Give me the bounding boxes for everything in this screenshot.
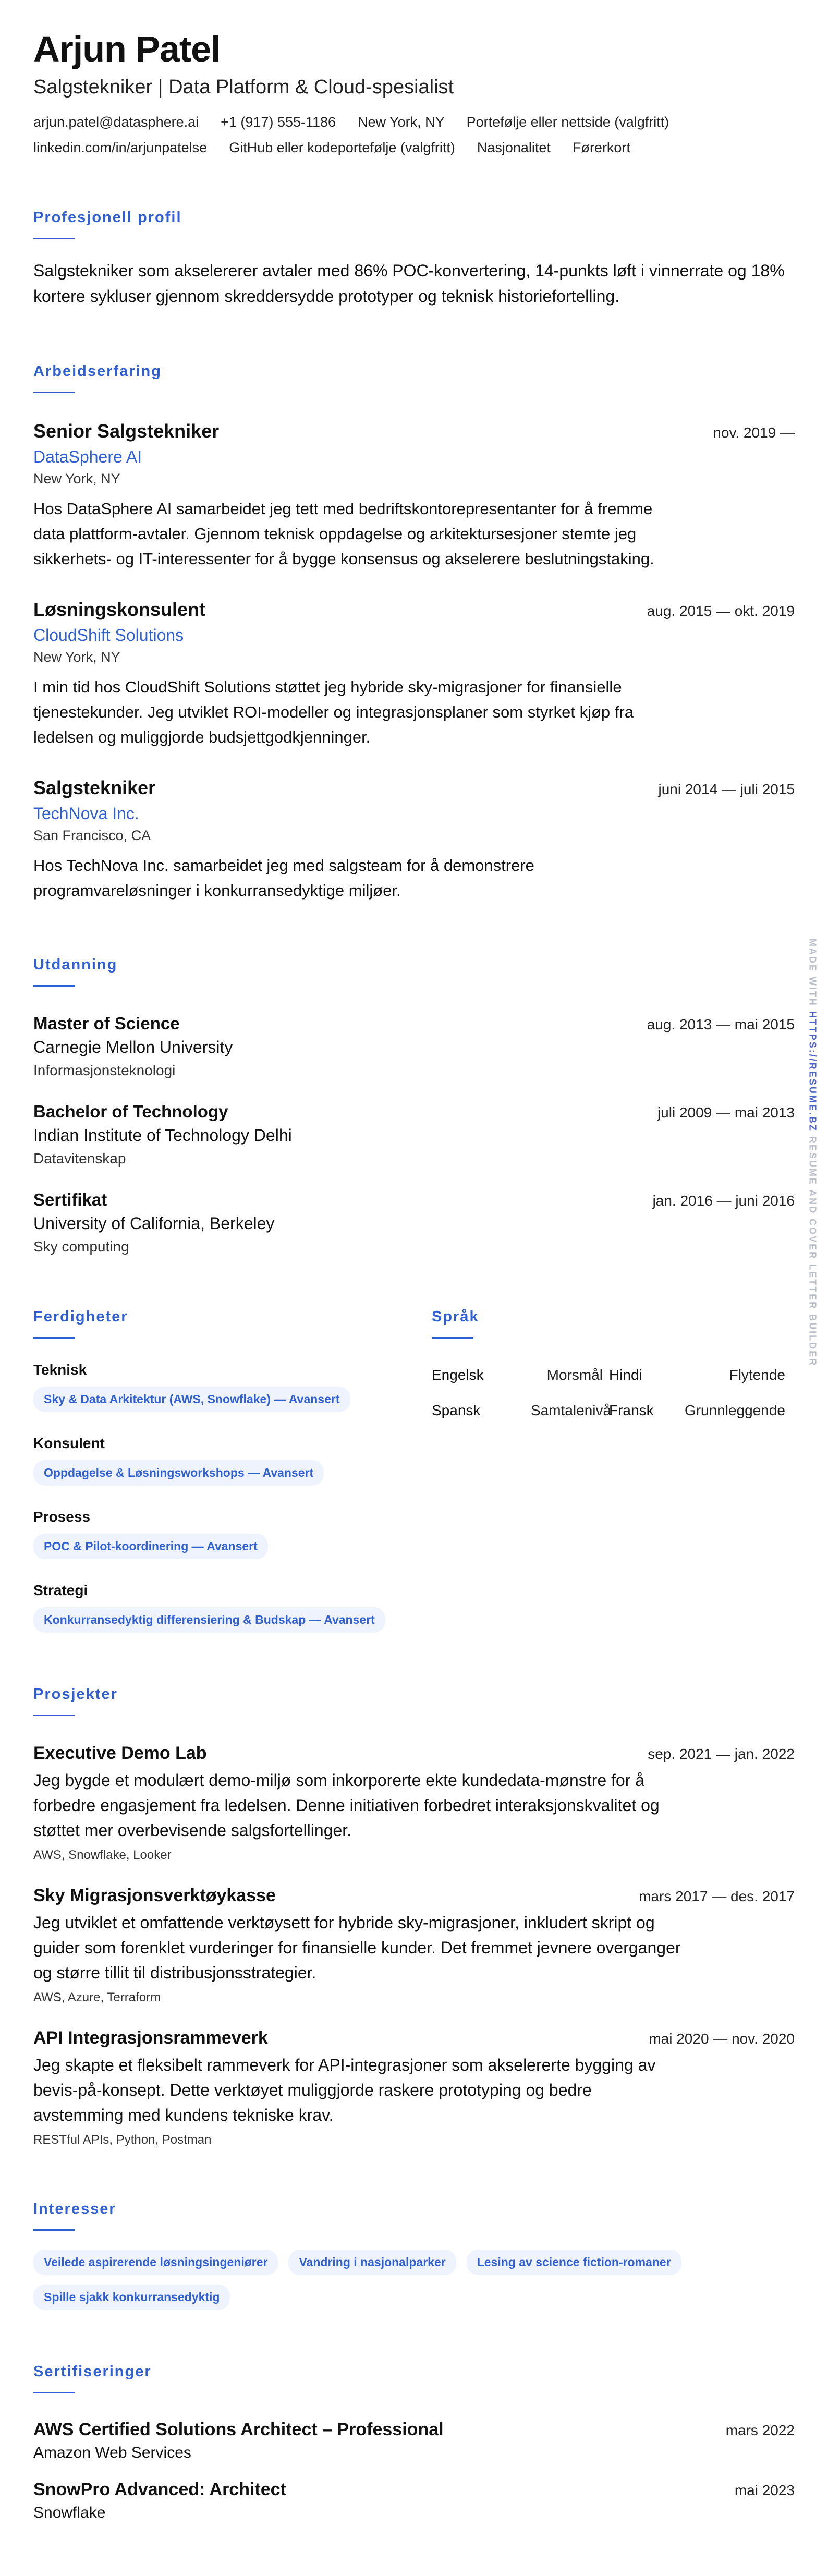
job-location: San Francisco, CA: [33, 827, 151, 843]
project-name: Sky Migrasjonsverktøykasse: [33, 1886, 276, 1906]
job-description: Hos TechNova Inc. samarbeidet jeg med salgsteam for å demonstrere programvareløsninger i konkurransedyktige miljøer.: [33, 856, 534, 900]
section-divider: [33, 392, 75, 393]
school-name: Indian Institute of Technology Delhi: [33, 1126, 292, 1145]
company-name: CloudShift Solutions: [33, 625, 184, 645]
skill-category: Prosess: [33, 1509, 90, 1525]
experience-section: [33, 363, 795, 903]
candidate-name: Arjun Patel: [33, 29, 221, 69]
contact-location: New York, NY: [358, 114, 445, 130]
field-of-study: Datavitenskap: [33, 1150, 126, 1167]
project-date: mars 2017 — des. 2017: [639, 1888, 795, 1905]
project-tech: AWS, Snowflake, Looker: [33, 1848, 172, 1863]
job-date: juni 2014 — juli 2015: [658, 781, 795, 797]
language-name: Engelsk: [432, 1367, 484, 1383]
project-tech: RESTful APIs, Python, Postman: [33, 2133, 212, 2147]
section-divider: [33, 1337, 75, 1339]
school-name: Carnegie Mellon University: [33, 1038, 233, 1057]
education-date: juli 2009 — mai 2013: [657, 1104, 795, 1121]
school-name: University of California, Berkeley: [33, 1214, 275, 1233]
skill-pill: Sky & Data Arkitektur (AWS, Snowflake) — Avansert: [33, 1387, 350, 1412]
interest-pill: Lesing av science fiction-romaner: [467, 2250, 681, 2275]
project-name: Executive Demo Lab: [33, 1743, 207, 1764]
section-divider: [33, 2229, 75, 2231]
section-divider: [33, 1715, 75, 1716]
education-entry: [33, 1014, 795, 1079]
project-description: Jeg bygde et modulært demo-miljø som inkorporerte ekte kundedata-mønstre for å forbedre engasjement fra ledelsen. Denne initiativen forbedret interaksjonskvalitet og støttet mer overbevisende salgsfortellinger.: [33, 1771, 660, 1840]
project-tech: AWS, Azure, Terraform: [33, 1990, 161, 2005]
watermark-suffix: RESUME AND COVER LETTER BUILDER: [807, 1132, 818, 1367]
contact-info: [33, 114, 795, 156]
certification-date: mai 2023: [734, 2482, 795, 2499]
project-description: Jeg utviklet et omfattende verktøysett for hybride sky-migrasjoner, inkludert skript og guider som forenklet vurderinger for finansielle kunder. Det fremmet jevnere overganger og større tillit til distribusjonsstrategier.: [33, 1913, 681, 1983]
project-entry: [33, 1743, 795, 1863]
section-title: Språk: [432, 1308, 479, 1326]
contact-phone[interactable]: +1 (917) 555-1186: [221, 114, 336, 130]
certification-name: SnowPro Advanced: Architect: [33, 2480, 286, 2500]
language-level: Grunnleggende: [684, 1402, 785, 1419]
language-name: Hindi: [609, 1367, 642, 1383]
interest-pill: Veilede aspirerende løsningsingeniører: [33, 2250, 278, 2275]
interests-section: [33, 2201, 795, 2310]
certification-issuer: Amazon Web Services: [33, 2444, 191, 2462]
project-name: API Integrasjonsrammeverk: [33, 2028, 268, 2048]
language-level: Morsmål: [546, 1367, 603, 1383]
skill-pill: Oppdagelse & Løsningsworkshops — Avansert: [33, 1460, 324, 1486]
certification-date: mars 2022: [725, 2422, 795, 2439]
candidate-headline: Salgstekniker | Data Platform & Cloud-spesialist: [33, 76, 454, 98]
languages-list: [432, 1367, 795, 1419]
education-date: jan. 2016 — juni 2016: [652, 1193, 795, 1209]
certification-entry: [33, 2480, 795, 2522]
section-title: Ferdigheter: [33, 1308, 128, 1326]
skill-category: Strategi: [33, 1582, 88, 1599]
project-entry: [33, 1886, 795, 2005]
education-date: aug. 2013 — mai 2015: [647, 1016, 795, 1033]
skill-pill: Konkurransedyktig differensiering & Budskap — Avansert: [33, 1607, 385, 1633]
language-level: Samtalenivå: [531, 1402, 612, 1419]
job-location: New York, NY: [33, 649, 120, 665]
language-name: Spansk: [432, 1402, 481, 1419]
skills-section: [33, 1308, 432, 1633]
skill-category: Konsulent: [33, 1435, 105, 1452]
company-name: TechNova Inc.: [33, 804, 139, 823]
contact-license: Førerkort: [572, 139, 630, 155]
languages-section: [432, 1308, 795, 1633]
profile-section: [33, 209, 795, 310]
education-section: [33, 956, 795, 1255]
education-entry: [33, 1190, 795, 1255]
field-of-study: Informasjonsteknologi: [33, 1062, 176, 1079]
job-title: Løsningskonsulent: [33, 598, 206, 620]
experience-entry: [33, 777, 795, 903]
interest-pill: Spille sjakk konkurransedyktig: [33, 2285, 230, 2310]
project-description: Jeg skapte et fleksibelt rammeverk for API-integrasjoner som akselererte bygging av bevis-på-konsept. Dette verktøyet muliggjorde raskere prototyping og bedre avstemming med kundens tekniske krav.: [33, 2056, 656, 2125]
job-title: Salgstekniker: [33, 776, 156, 798]
profile-summary: Salgstekniker som akselererer avtaler med 86% POC-konvertering, 14-punkts løft i vinnerrate og 18% kortere sykluser gjennom skreddersydde prototyper og teknisk historiefortelling.: [33, 261, 785, 306]
job-description: Hos DataSphere AI samarbeidet jeg tett med bedriftskontorepresentanter for å fremme data plattform-avtaler. Gjennom teknisk oppdagelse og arkitektursesjoner stemte jeg sikkerhets- og IT-interessenter for å bygge konsensus og akselerere beslutningstaking.: [33, 499, 654, 568]
project-date: mai 2020 — nov. 2020: [649, 2031, 795, 2047]
certifications-section: [33, 2363, 795, 2522]
company-name: DataSphere AI: [33, 447, 142, 466]
contact-email[interactable]: arjun.patel@datasphere.ai: [33, 114, 199, 130]
degree-name: Master of Science: [33, 1014, 180, 1034]
certification-issuer: Snowflake: [33, 2504, 106, 2522]
job-description: I min tid hos CloudShift Solutions støttet jeg hybride sky-migrasjoner for finansielle tjenestekunder. Jeg utviklet ROI-modeller og integrasjonsplaner som styrket kjøp fra ledelsen og muliggjorde budsjettgodkjenninger.: [33, 677, 634, 746]
job-title: Senior Salgstekniker: [33, 420, 220, 442]
skill-category: Teknisk: [33, 1362, 87, 1378]
skills-languages-row: [33, 1308, 795, 1633]
section-divider: [33, 238, 75, 239]
contact-nationality: Nasjonalitet: [477, 139, 551, 155]
contact-portfolio[interactable]: Portefølje eller nettside (valgfritt): [466, 114, 669, 130]
section-title: Profesjonell profil: [33, 209, 182, 226]
skill-pill: POC & Pilot-koordinering — Avansert: [33, 1534, 268, 1559]
certification-entry: [33, 2420, 795, 2462]
project-entry: [33, 2028, 795, 2147]
job-location: New York, NY: [33, 470, 120, 487]
language-name: Fransk: [609, 1402, 654, 1419]
section-title: Interesser: [33, 2201, 116, 2218]
experience-entry: [33, 599, 795, 750]
section-divider: [33, 2392, 75, 2393]
section-title: Prosjekter: [33, 1686, 118, 1703]
degree-name: Bachelor of Technology: [33, 1102, 228, 1122]
watermark-link[interactable]: HTTPS://RESUME.BZ: [807, 1011, 818, 1132]
watermark-prefix: MADE WITH: [807, 938, 818, 1011]
job-date: aug. 2015 — okt. 2019: [647, 602, 795, 619]
contact-linkedin[interactable]: linkedin.com/in/arjunpatelse: [33, 139, 208, 155]
contact-github[interactable]: GitHub eller kodeportefølje (valgfritt): [229, 139, 455, 155]
builder-watermark: [807, 939, 818, 1367]
projects-section: [33, 1686, 795, 2147]
interests-list: [33, 2250, 795, 2310]
section-divider: [33, 985, 75, 987]
degree-name: Sertifikat: [33, 1190, 107, 1210]
section-title: Utdanning: [33, 956, 118, 974]
education-entry: [33, 1102, 795, 1167]
project-date: sep. 2021 — jan. 2022: [648, 1746, 795, 1763]
section-divider: [432, 1337, 473, 1339]
certification-name: AWS Certified Solutions Architect – Professional: [33, 2420, 444, 2440]
language-level: Flytende: [729, 1367, 785, 1383]
experience-entry: [33, 420, 795, 572]
section-title: Arbeidserfaring: [33, 362, 162, 380]
interest-pill: Vandring i nasjonalparker: [288, 2250, 456, 2275]
job-date: nov. 2019 —: [713, 424, 795, 441]
section-title: Sertifiseringer: [33, 2363, 152, 2380]
field-of-study: Sky computing: [33, 1238, 129, 1255]
